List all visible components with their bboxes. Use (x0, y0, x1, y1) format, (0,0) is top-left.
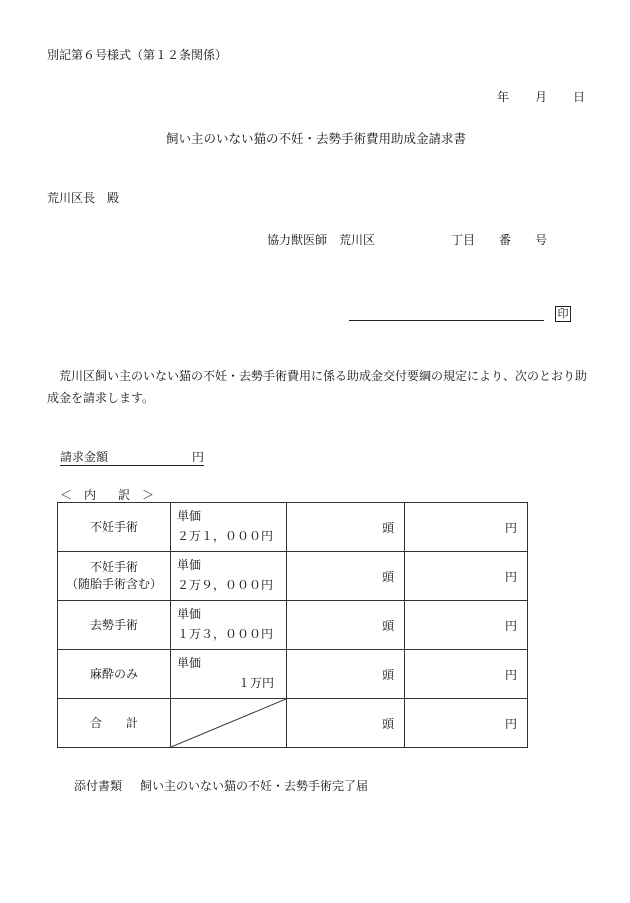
amount-unit: 円 (504, 569, 517, 584)
amount-cell[interactable] (405, 552, 528, 601)
document-title: 飼い主のいない猫の不妊・去勢手術費用助成金請求書 (166, 131, 467, 146)
table-row (58, 601, 528, 650)
price-cell-empty (171, 699, 287, 748)
vet-label: 協力獣医師 荒川区 (267, 233, 376, 247)
total-label: 合 計 (89, 715, 138, 730)
breakdown-heading (60, 486, 154, 503)
breakdown-table (57, 502, 528, 748)
item-name: 麻酔のみ (89, 666, 138, 681)
date-month-label: 月 (535, 90, 548, 104)
attachment-value: 飼い主のいない猫の不妊・去勢手術完了届 (140, 779, 369, 793)
item-cell (58, 552, 171, 601)
bracket-close: ＞ (142, 488, 155, 502)
item-name: 去勢手術 (89, 617, 138, 632)
unit-price-label: 単価 (177, 607, 202, 621)
amount-cell[interactable] (405, 699, 528, 748)
chome-label: 丁目 (451, 233, 476, 247)
item-cell (58, 601, 171, 650)
count-cell[interactable] (287, 699, 405, 748)
item-name: 不妊手術 (89, 519, 138, 534)
item-name: 不妊手術 (89, 560, 138, 574)
count-cell[interactable] (287, 601, 405, 650)
bracket-open: ＜ (60, 488, 73, 502)
price-cell (171, 601, 287, 650)
unit-price-value: １万３，０００円 (177, 627, 274, 641)
claim-amount (60, 448, 204, 465)
item-cell (58, 503, 171, 552)
breakdown-char-2: 訳 (118, 488, 131, 502)
signature-line (349, 320, 544, 321)
claim-amount-unit: 円 (192, 450, 205, 464)
request-statement: 荒川区飼い主のいない猫の不妊・去勢手術費用に係る助成金交付要綱の規定により、次のとおり助成金を請求します。 (47, 369, 588, 405)
table-row (58, 552, 528, 601)
amount-cell[interactable] (405, 503, 528, 552)
seal-box: 印 (555, 306, 571, 322)
count-cell[interactable] (287, 552, 405, 601)
date-fields (497, 88, 585, 105)
veterinarian-address (267, 231, 547, 248)
amount-unit: 円 (504, 618, 517, 633)
table-row-total (58, 699, 528, 748)
claim-amount-field (60, 450, 204, 466)
amount-unit: 円 (504, 667, 517, 682)
date-year-label: 年 (497, 90, 510, 104)
count-unit: 頭 (381, 618, 394, 633)
attachment-line (74, 777, 368, 794)
table-row (58, 503, 528, 552)
ban-label: 番 (499, 233, 512, 247)
attachment-label: 添付書類 (74, 779, 123, 793)
count-cell[interactable] (287, 503, 405, 552)
price-cell (171, 503, 287, 552)
unit-price-label: 単価 (177, 509, 202, 523)
date-day-label: 日 (573, 90, 586, 104)
count-cell[interactable] (287, 650, 405, 699)
item-note: （随胎手術含む） (65, 577, 162, 591)
amount-cell[interactable] (405, 650, 528, 699)
claim-amount-label: 請求金額 (60, 450, 109, 464)
unit-price-label: 単価 (177, 656, 202, 670)
diagonal-strike-line (171, 699, 286, 747)
count-unit: 頭 (381, 569, 394, 584)
breakdown-char-1: 内 (84, 488, 97, 502)
count-unit: 頭 (381, 716, 394, 731)
total-label-cell (58, 699, 171, 748)
unit-price-value: １万円 (237, 676, 274, 690)
count-unit: 頭 (381, 520, 394, 535)
form-number-label: 別記第６号様式（第１２条関係） (47, 48, 228, 62)
amount-unit: 円 (504, 520, 517, 535)
item-cell (58, 650, 171, 699)
table-row (58, 650, 528, 699)
count-unit: 頭 (381, 667, 394, 682)
go-label: 号 (535, 233, 548, 247)
amount-unit: 円 (504, 716, 517, 731)
unit-price-value: ２万１，０００円 (177, 529, 274, 543)
price-cell (171, 650, 287, 699)
unit-price-label: 単価 (177, 558, 202, 572)
price-cell (171, 552, 287, 601)
addressee: 荒川区長 殿 (47, 191, 120, 205)
amount-cell[interactable] (405, 601, 528, 650)
unit-price-value: ２万９，０００円 (177, 578, 274, 592)
